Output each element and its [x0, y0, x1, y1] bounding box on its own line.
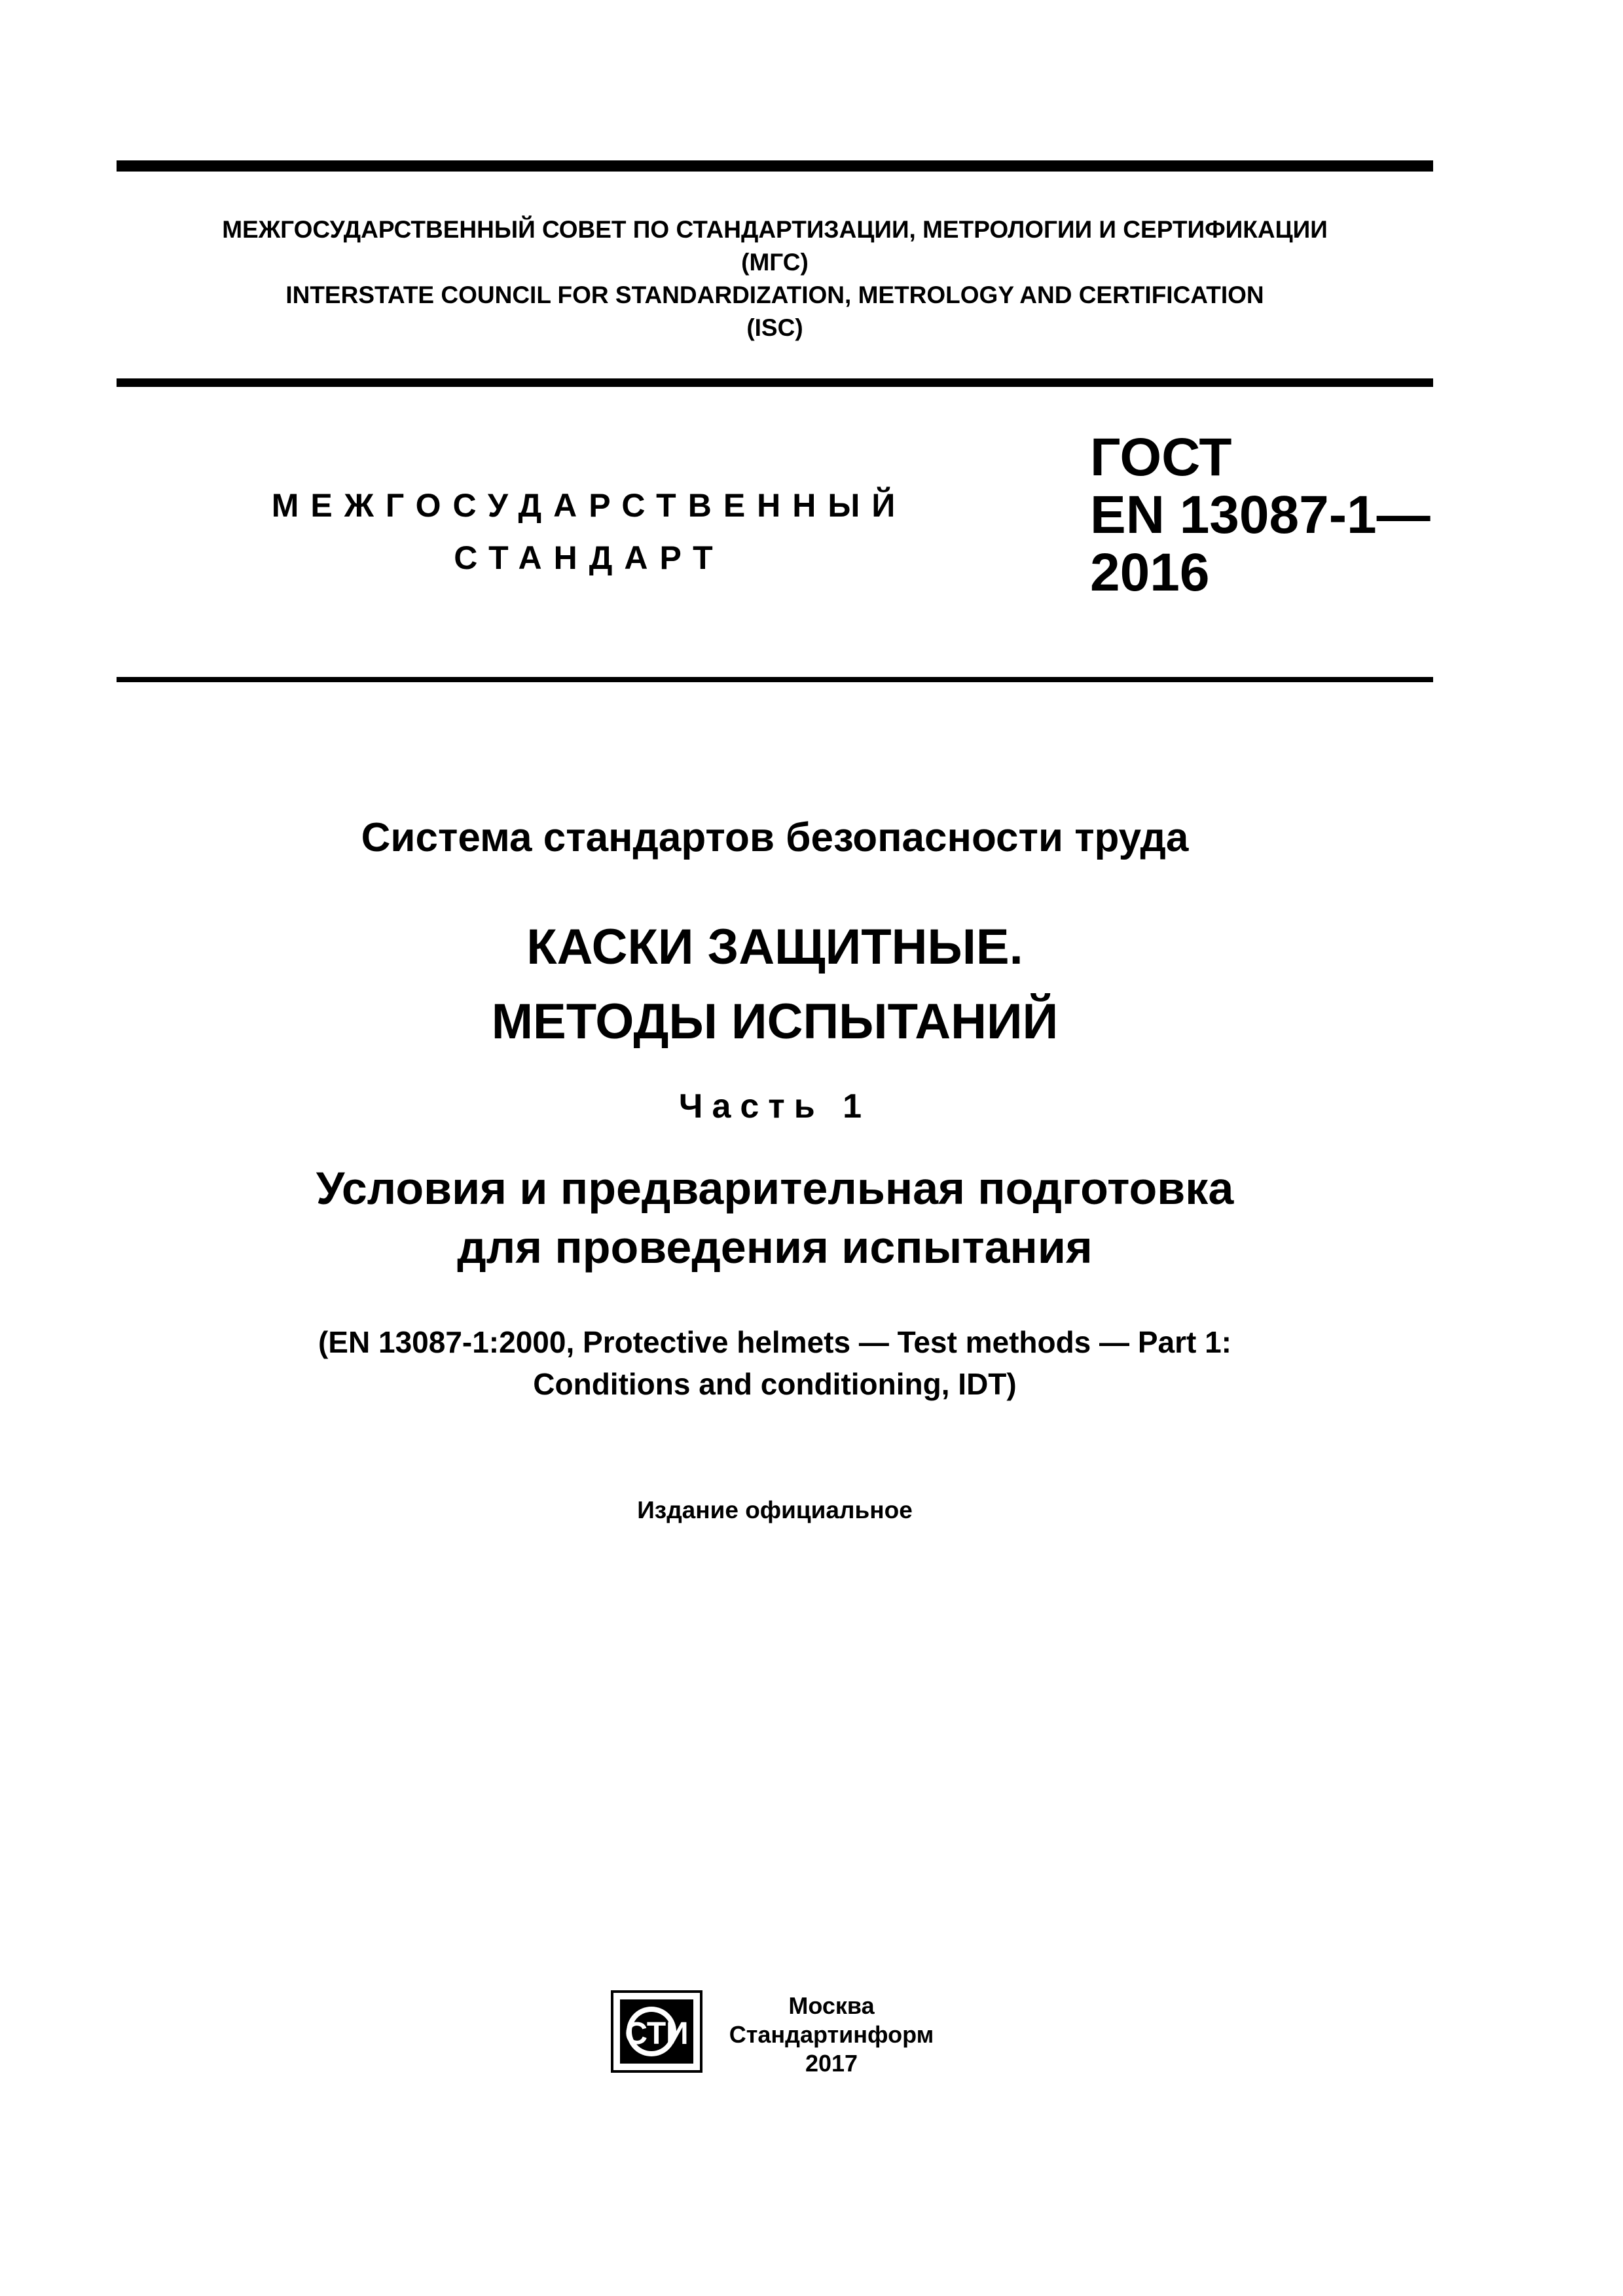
standartinform-logo-icon	[611, 1989, 702, 2074]
gost-line1: ГОСТ	[1090, 428, 1232, 487]
logo-text: СТИ	[625, 2016, 689, 2051]
publisher-city: Москва	[788, 1992, 875, 2019]
en-reference-line2: Conditions and conditioning, IDT)	[533, 1367, 1017, 1401]
council-name-ru: МЕЖГОСУДАРСТВЕННЫЙ СОВЕТ ПО СТАНДАРТИЗАЦИИ, МЕТРОЛОГИИ И СЕРТИФИКАЦИИ	[222, 216, 1328, 243]
standard-type-label	[262, 479, 917, 584]
council-abbr-en: (ISC)	[746, 314, 803, 341]
gost-line2: EN 13087-1—	[1090, 485, 1431, 545]
council-name-en: INTERSTATE COUNCIL FOR STANDARDIZATION, METROLOGY AND CERTIFICATION	[285, 282, 1264, 308]
council-header	[117, 213, 1433, 344]
main-title-line2: МЕТОДЫ ИСПЫТАНИЙ	[491, 994, 1059, 1049]
standard-type-line1: МЕЖГОСУДАРСТВЕННЫЙ	[271, 487, 907, 524]
gost-designation	[1090, 429, 1431, 602]
main-title	[117, 910, 1433, 1059]
gost-line3: 2016	[1090, 543, 1210, 602]
council-abbr-ru: (МГС)	[741, 249, 809, 276]
part-title	[117, 1159, 1433, 1277]
part-title-line1: Условия и предварительная подготовка	[316, 1163, 1234, 1214]
publisher-block	[727, 1992, 936, 2078]
system-title: Система стандартов безопасности труда	[361, 815, 1189, 860]
bottom-rule	[117, 677, 1433, 682]
part-title-line2: для проведения испытания	[457, 1222, 1093, 1273]
publisher-name: Стандартинформ	[729, 2021, 934, 2048]
part-label: Часть 1	[678, 1087, 871, 1125]
main-title-line1: КАСКИ ЗАЩИТНЫЕ.	[526, 919, 1023, 975]
en-reference	[117, 1321, 1433, 1405]
en-reference-line1: (EN 13087-1:2000, Protective helmets — Test methods — Part 1:	[318, 1325, 1231, 1359]
edition-label: Издание официальное	[637, 1497, 913, 1523]
standard-type-line2: СТАНДАРТ	[454, 539, 725, 576]
middle-rule	[117, 378, 1433, 387]
top-rule	[117, 160, 1433, 172]
publication-year: 2017	[805, 2050, 858, 2077]
